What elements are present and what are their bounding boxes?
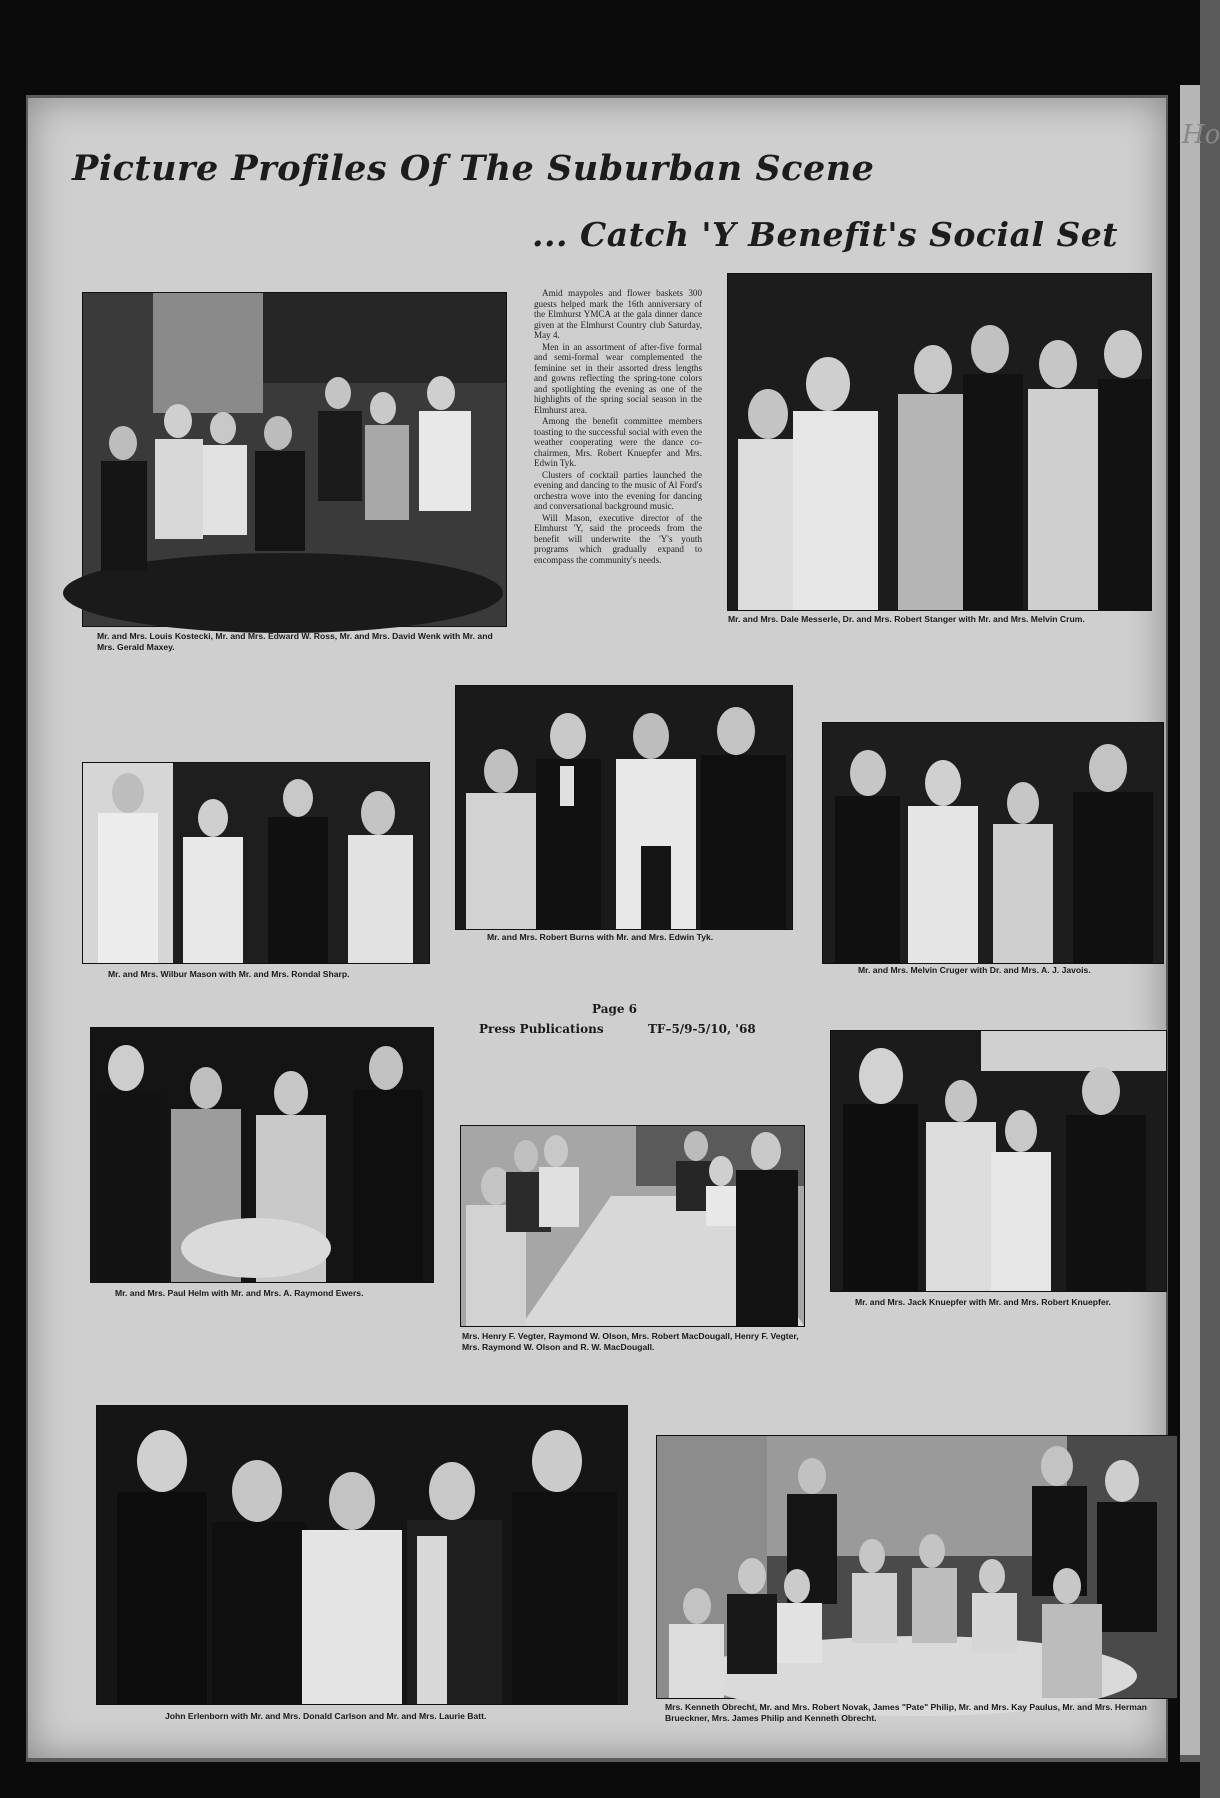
photo-knuepfer — [830, 1030, 1167, 1292]
photo-caption: Mr. and Mrs. Wilbur Mason with Mr. and Mrs. Rondal Sharp. — [108, 969, 350, 979]
photo-group-seated — [82, 292, 507, 627]
edition-date: TF–5/9-5/10, '68 — [648, 1022, 756, 1036]
article-body — [534, 288, 702, 566]
photo-caption: Mr. and Mrs. Jack Knuepfer with Mr. and Mrs. Robert Knuepfer. — [855, 1297, 1111, 1307]
film-border-bottom — [0, 1762, 1200, 1798]
page-subtitle: ... Catch 'Y Benefit's Social Set — [532, 215, 1119, 254]
film-border-top — [0, 0, 1200, 95]
photo-caption: John Erlenborn with Mr. and Mrs. Donald Carlson and Mr. and Mrs. Laurie Batt. — [165, 1711, 487, 1721]
photo-caption: Mr. and Mrs. Louis Kostecki, Mr. and Mrs. Edward W. Ross, Mr. and Mrs. David Wenk with Mr. and Mrs. Gerald Maxey. — [97, 631, 493, 652]
photo-caption: Mr. and Mrs. Dale Messerle, Dr. and Mrs. Robert Stanger with Mr. and Mrs. Melvin Crum. — [728, 614, 1085, 624]
page-number: Page 6 — [592, 1002, 638, 1016]
photo-dinner-table — [460, 1125, 805, 1327]
photo-caption: Mrs. Henry F. Vegter, Raymond W. Olson, Mrs. Robert MacDougall, Henry F. Vegter, Mrs. Raymond W. Olson and R. W. MacDougall. — [462, 1331, 799, 1352]
photo-group-standing — [727, 273, 1152, 611]
photo-burns-tyk — [455, 685, 793, 930]
photo-caption: Mr. and Mrs. Robert Burns with Mr. and Mrs. Edwin Tyk. — [487, 932, 714, 942]
photo-cruger-javois — [822, 722, 1164, 964]
article-paragraph: Among the benefit committee members toasting to the successful social with even the weather cooperating were the dance co-chairmen, Mrs. Robert Knuepfer and Mrs. Edwin Tyk. — [534, 416, 702, 468]
article-paragraph: Men in an assortment of after-five formal and semi-formal wear complemented the feminine set in their assorted dress lengths and gowns reflecting the spring-tone colors and spotlighting the evening as one of the highlights of the spring social season in the Elmhurst area. — [534, 341, 702, 415]
photo-caption: Mr. and Mrs. Melvin Cruger with Dr. and Mrs. A. J. Javois. — [858, 965, 1091, 975]
photo-caption: Mrs. Kenneth Obrecht, Mr. and Mrs. Robert Novak, James "Pate" Philip, Mr. and Mrs. Kay Paulus, Mr. and Mrs. Herman Brueckner, Mrs. James Philip and Kenneth Obrecht. — [665, 1702, 1147, 1723]
photo-two-couples — [82, 762, 430, 964]
article-paragraph: Will Mason, executive director of the Elmhurst 'Y, said the proceeds from the benefit will underwrite the 'Y's youth programs which gradually expand to encompass the community's needs. — [534, 512, 702, 565]
article-paragraph: Clusters of cocktail parties launched the evening and dancing to the music of Al Ford's orchestra wove into the evening for dancing and conversational background music. — [534, 469, 702, 511]
photo-erlenborn — [96, 1405, 628, 1705]
publisher-name: Press Publications — [479, 1022, 604, 1036]
film-border-left — [0, 0, 26, 1798]
photo-helm-ewers — [90, 1027, 434, 1283]
adjacent-page-edge: Ho — [1180, 85, 1200, 1755]
photo-banquet-group — [656, 1435, 1178, 1699]
photo-caption: Mr. and Mrs. Paul Helm with Mr. and Mrs. A. Raymond Ewers. — [115, 1288, 364, 1298]
article-paragraph: Amid maypoles and flower baskets 300 guests helped mark the 16th anniversary of the Elmhurst YMCA at the gala dinner dance given at the Elmhurst Country club Saturday, May 4. — [534, 288, 702, 340]
page-title: Picture Profiles Of The Suburban Scene — [72, 148, 875, 189]
